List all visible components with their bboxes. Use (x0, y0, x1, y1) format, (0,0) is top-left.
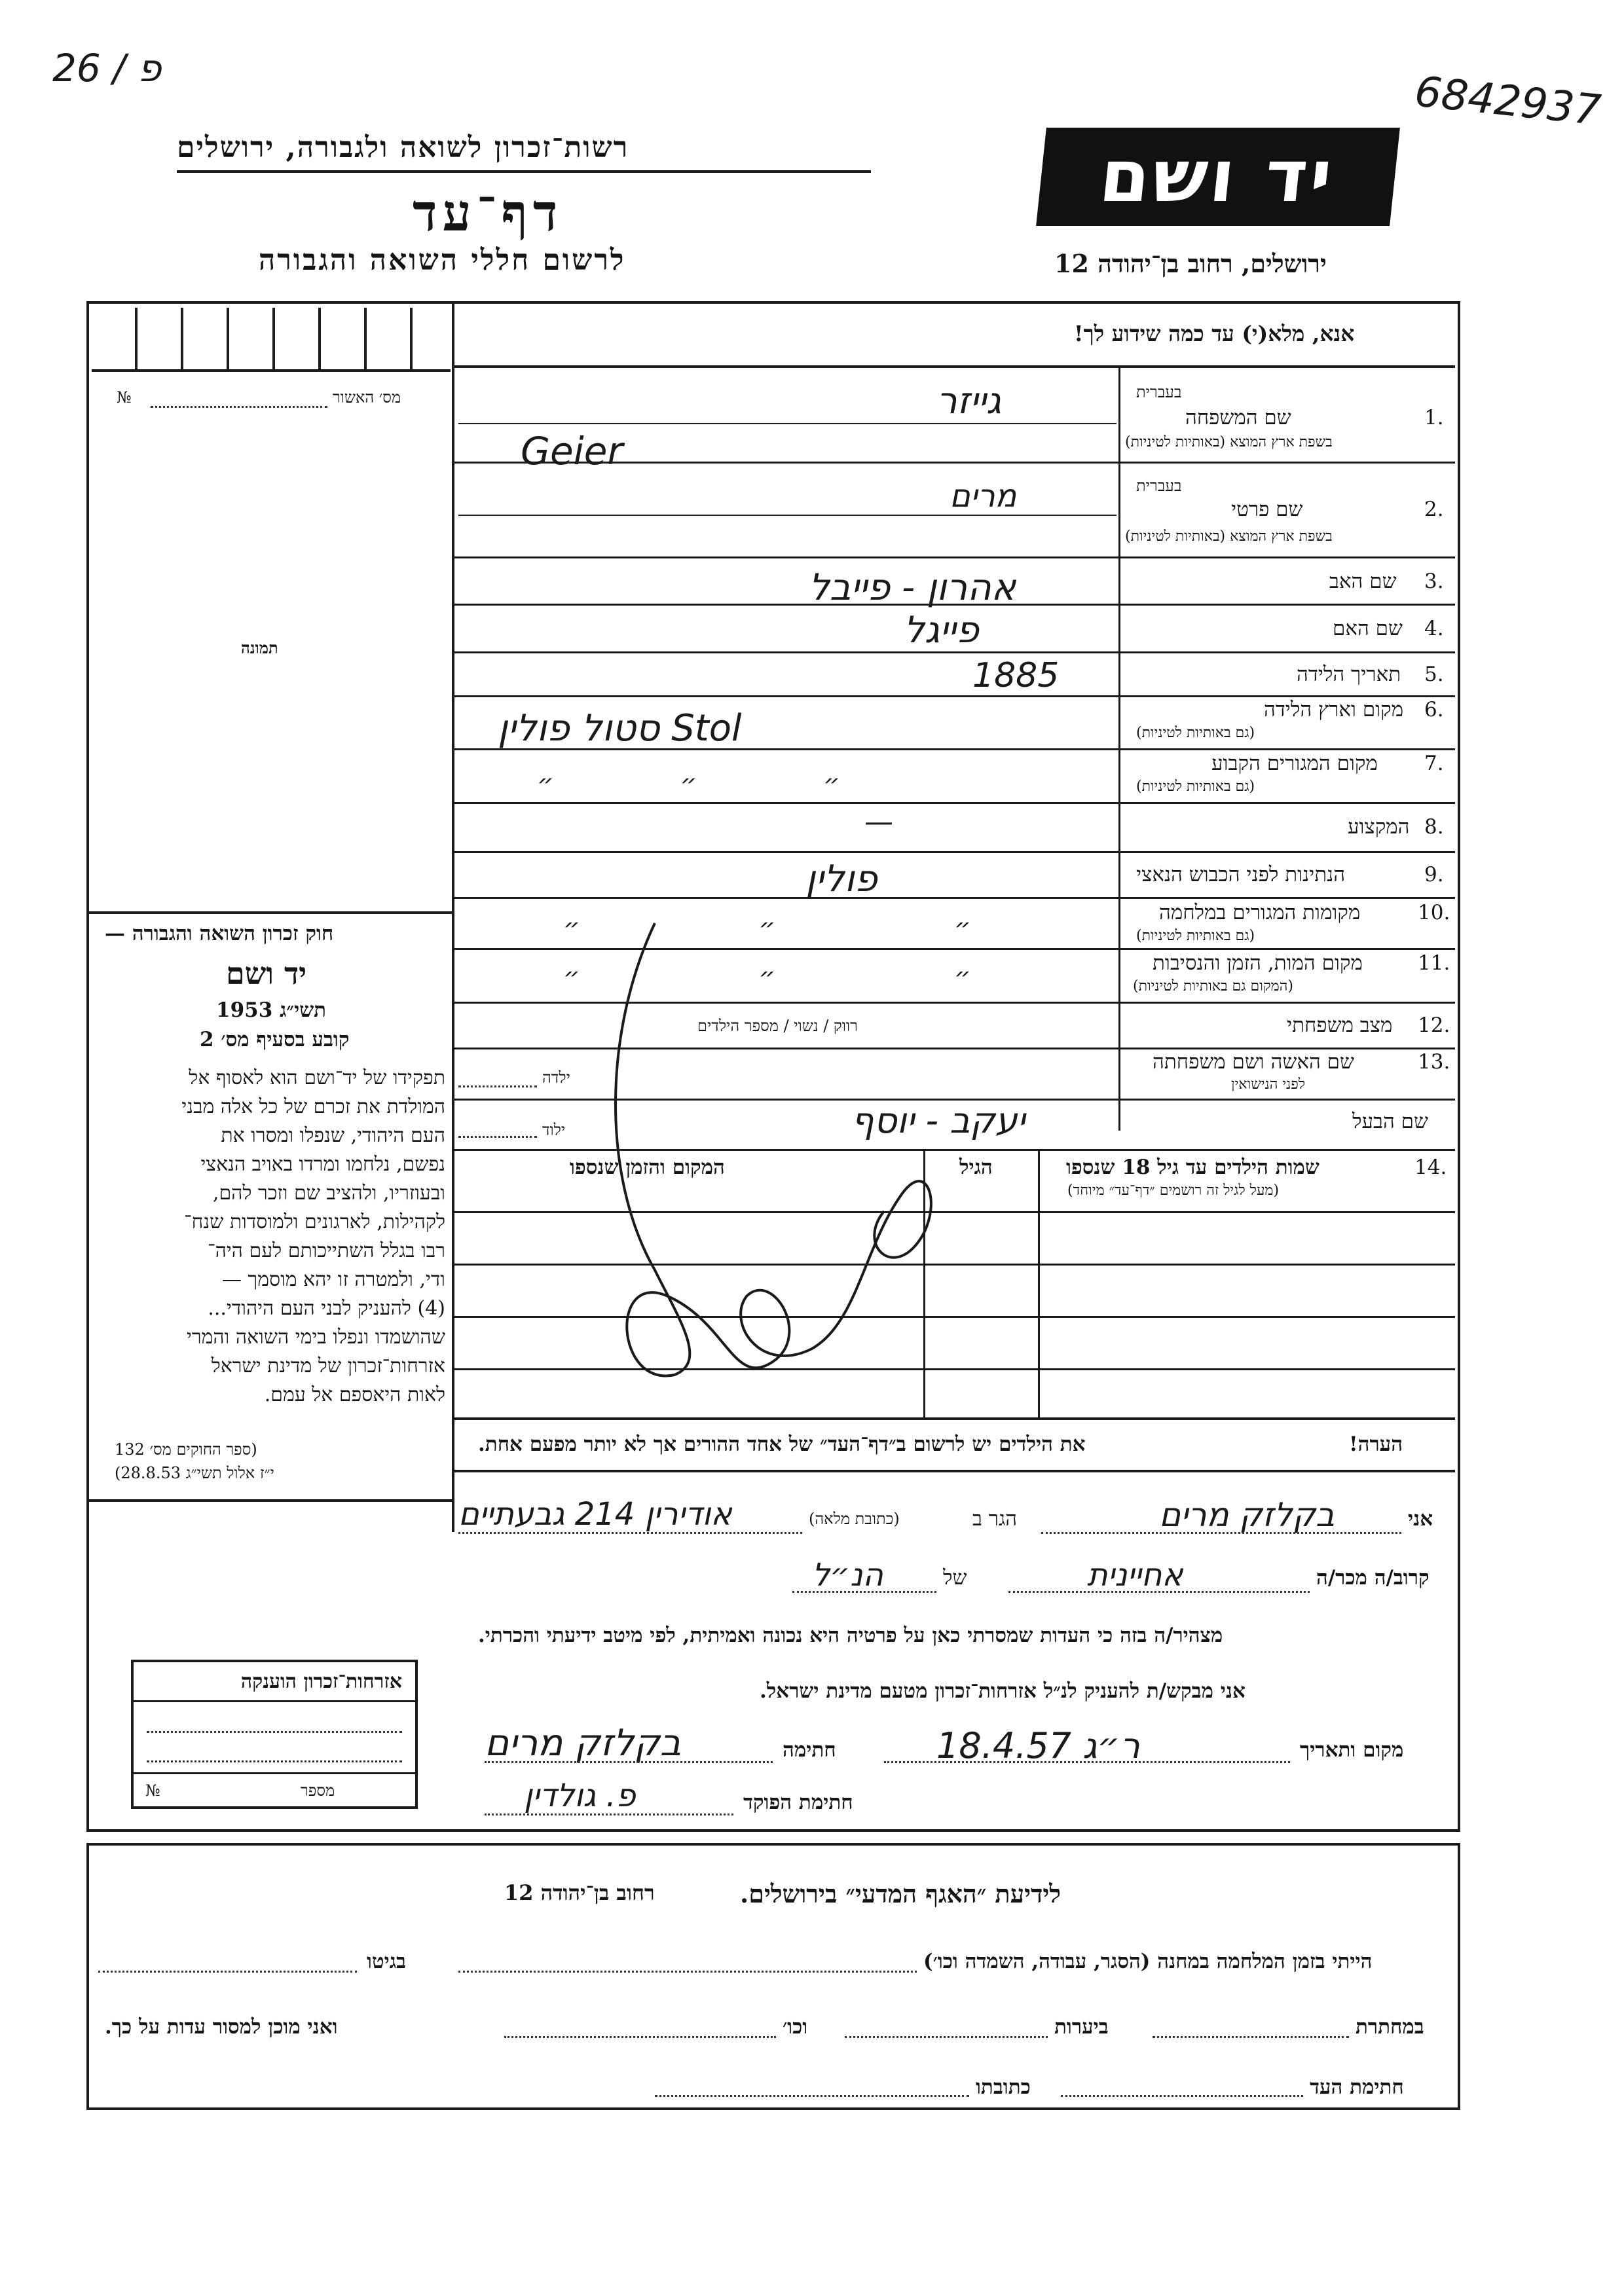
footer-ghetto-label: בגיטו (367, 1950, 406, 1973)
law-text-line: ודי, ולמטרה זו יהא מוסמך — (221, 1268, 445, 1291)
authority-underline (177, 170, 871, 173)
law-text-block (98, 1064, 445, 1410)
citizenship-number-sign: № (145, 1781, 160, 1800)
law-text-line: תפקידו של יד־ושם הוא לאסוף אל (189, 1066, 445, 1089)
husband-value-line (458, 1136, 537, 1138)
law-text-line: העם היהודי, שנפלו ומסרו את (221, 1124, 445, 1147)
approval-number-sign: № (117, 388, 132, 407)
archive-number-handwritten: 6842937 (1412, 67, 1604, 136)
law-year: תשי״ג 1953 (216, 998, 327, 1022)
law-bottom-rule (89, 1499, 452, 1502)
note-text: את הילדים יש לרשום ב״דף־העד״ של אחד ההורים אך לא יותר מפעם אחת. (478, 1432, 1086, 1456)
authority-title: רשות־זכרון לשואה ולגבורה, ירושלים (177, 131, 629, 164)
form-title: דף־עד (413, 183, 563, 243)
cancellation-scribble (576, 903, 1035, 1401)
field-11-value: ״ ״ ״ (563, 962, 971, 993)
field-6-sub: (גם באותיות לטיניות) (1136, 725, 1255, 741)
field-13-value-label: ילדה (542, 1068, 570, 1087)
field-7-label: מקום המגורים הקבוע (1211, 752, 1378, 775)
field-12-value: רווק / נשוי / מספר הילדים (697, 1017, 858, 1035)
field-1-sub-latin: בשפת ארץ המוצא (באותיות לטיניות) (1125, 434, 1333, 450)
citizenship-box (131, 1660, 418, 1809)
footer-camp-label: הייתי בזמן המלחמה במחנה (הסגר, עבודה, השמדה וכו׳) (923, 1950, 1373, 1973)
field-8-number: 8. (1424, 815, 1444, 839)
children-col-place: המקום והזמן שנספו (570, 1156, 725, 1179)
left-column-divider (452, 301, 454, 1532)
children-table-label: שמות הילדים עד גיל 18 שנספו (1066, 1156, 1320, 1179)
field-12-number: 12. (1418, 1013, 1450, 1037)
field-1-label: שם המשפחה (1185, 406, 1291, 429)
of-label: של (943, 1566, 967, 1590)
photo-label: תמונה (241, 638, 278, 657)
instruction-rule (454, 365, 1455, 368)
field-8-value: — (864, 805, 893, 839)
footer-title: לידיעת ״האגף המדעי״ בירושלים. (740, 1879, 1061, 1908)
law-reference-2: י״ז אלול תשי״ג 28.8.53) (115, 1464, 274, 1482)
field-4-label: שם האם (1333, 617, 1403, 640)
footer-address: רחוב בן־יהודה 12 (504, 1880, 655, 1905)
husband-label: שם הבעל (1352, 1110, 1428, 1133)
field-10-number: 10. (1418, 901, 1450, 924)
field-6-label: מקום וארץ הלידה (1264, 698, 1404, 721)
declarant-address: אודירין 214 גבעתיים (458, 1496, 732, 1533)
photo-area-bottom-rule (89, 911, 452, 914)
place-date-label: מקום ותאריך (1300, 1738, 1404, 1762)
field-7-sub: (גם באותיות לטיניות) (1136, 778, 1255, 795)
place-date-value: ר״ג 18.4.57 (936, 1725, 1140, 1766)
field-9-label: הנתינות לפני הכבוש הנאצי (1136, 863, 1346, 886)
signature-label: חתימה (783, 1738, 836, 1762)
field-4-number: 4. (1424, 617, 1444, 640)
field-13-value-line (458, 1085, 537, 1087)
approval-number-label: מס׳ האשור (333, 388, 401, 407)
declaration-address-label: (כתובת מלאה) (809, 1510, 900, 1528)
field-3-number: 3. (1424, 570, 1444, 593)
field-13-label: שם האשה ושם משפחתה (1153, 1050, 1354, 1074)
note-label: הערה! (1349, 1432, 1403, 1456)
field-9-number: 9. (1424, 863, 1444, 886)
approval-number-line (151, 406, 327, 408)
top-left-handwritten-mark: 26 / פ (52, 46, 162, 90)
footer-witness-signature-label: חתימת העד (1310, 2075, 1404, 2099)
citizenship-box-title: אזרחות־זכרון הוענקה (240, 1670, 402, 1693)
header-address: ירושלים, רחוב בן־יהודה 12 (1054, 249, 1327, 278)
field-11-number: 11. (1418, 951, 1450, 975)
husband-value: יעקב - יוסף (851, 1100, 1025, 1141)
field-6-number: 6. (1424, 698, 1444, 721)
field-11-sub: (המקום גם באותיות לטיניות) (1133, 978, 1293, 994)
footer-address-label: כתובתו (976, 2075, 1031, 2099)
declaration-request: אני מבקש/ת להעניק לנ״ל אזרחות־זכרון מטעם מדינת ישראל. (760, 1679, 1246, 1703)
law-text-line: שהושמדו ונפלו בימי השואה והמרי (186, 1326, 445, 1349)
field-10-value: ״ ״ ״ (563, 913, 971, 943)
law-text-line: לאות היאספם אל עמם. (264, 1383, 445, 1406)
field-10-label: מקומות המגורים במלחמה (1159, 901, 1361, 924)
officer-signature-label: חתימת הפוקד (743, 1791, 853, 1814)
children-table-sub: (מעל לגיל זה רושמים ״דף־עד״ מיוחד) (1067, 1182, 1280, 1199)
instruction-text: אנא, מלא(י) עד כמה שידוע לך! (1074, 321, 1355, 346)
law-text-line: אזרחות־זכרון של מדינת ישראל (211, 1355, 445, 1377)
field-11-label: מקום המות, הזמן והנסיבות (1153, 951, 1363, 975)
law-title: חוק זכרון השואה והגבורה — (105, 922, 334, 945)
relative-value: אחיינית (1087, 1557, 1183, 1594)
citizenship-number-label: מספר (301, 1781, 335, 1800)
law-text-line: רבו בגלל השתייכותם לעם היה־ (208, 1239, 445, 1262)
field-1-number: 1. (1424, 406, 1444, 429)
field-7-value: ״ ״ ״ (537, 769, 840, 799)
officer-signature: פ. גולדין (524, 1777, 636, 1814)
field-9-value: פולין (805, 858, 877, 900)
children-col-age: הגיל (959, 1156, 993, 1179)
field-2-sub-latin: בשפת ארץ המוצא (באותיות לטיניות) (1125, 528, 1333, 545)
form-subtitle: לרשום חללי השואה והגבורה (259, 244, 626, 277)
field-1-value-latin: Geier (521, 429, 623, 473)
of-value: הנ״ל (812, 1557, 883, 1594)
field-7-number: 7. (1424, 752, 1444, 775)
field-8-label: המקצוע (1348, 815, 1410, 839)
field-5-value: 1885 (972, 656, 1060, 695)
footer-underground-label: במחתרת (1356, 2015, 1424, 2039)
law-text-line: נפשם, נלחמו ומרדו באויב הנאצי (200, 1153, 445, 1176)
relative-label: קרוב/ה מכר/ה (1316, 1566, 1430, 1590)
law-logo: יד ושם (226, 956, 307, 991)
field-5-number: 5. (1424, 663, 1444, 686)
field-6-value: סטול פולין Stol (498, 707, 742, 750)
law-text-line: המולדת את זכרם של כל אלה מבני (181, 1095, 445, 1118)
field-13-sub: לפני הנישואין (1231, 1076, 1306, 1093)
law-reference-1: (ספר החוקים מס׳ 132 (115, 1440, 257, 1459)
field-2-label: שם פרטי (1231, 498, 1303, 521)
declaration-statement: מצהיר/ה בזה כי העדות שמסרתי כאן על פרטיה היא נכונה ואמיתית, לפי מיטב ידיעתי והכרתי. (478, 1624, 1223, 1647)
law-section: קובע בסעיף מס׳ 2 (200, 1028, 350, 1051)
declarant-name: בקלזק מרים (1159, 1496, 1335, 1534)
declaration-resides-label: הגר ב (972, 1507, 1018, 1531)
office-checkbox-strip (92, 308, 451, 372)
field-12-label: מצב משפחתי (1287, 1013, 1393, 1037)
footer-testimony-label: ואני מוכן למסור עדות על כך. (105, 2015, 338, 2039)
logo-text: יד ושם (1096, 134, 1338, 218)
law-text-line: (4) להעניק לבני העם היהודי... (208, 1297, 445, 1320)
field-2-value-hebrew: מרים (950, 478, 1017, 515)
field-5-label: תאריך הלידה (1297, 663, 1401, 686)
yad-vashem-logo (1036, 128, 1400, 226)
field-13-number: 13. (1418, 1050, 1450, 1074)
footer-etc-label: וכו׳ (783, 2015, 808, 2039)
field-4-value: פייגל (904, 609, 979, 651)
footer-forests-label: ביערות (1054, 2015, 1109, 2039)
field-10-sub: (גם באותיות לטיניות) (1136, 928, 1255, 944)
law-text-line: לקהילות, לארגונים ולמוסדות שנח־ (184, 1211, 445, 1233)
field-3-label: שם האב (1329, 570, 1397, 593)
field-2-sub-hebrew: בעברית (1136, 477, 1182, 495)
law-text-line: ובעוזריו, ולהציב שם וזכר להם, (212, 1182, 445, 1205)
field-1-sub-hebrew: בעברית (1136, 383, 1182, 401)
declarant-signature: בקלזק מרים (485, 1722, 682, 1764)
field-1-value-hebrew: גייזר (936, 380, 1002, 422)
children-table-number: 14. (1414, 1156, 1447, 1179)
field-3-value: אהרון - פייבל (809, 566, 1016, 609)
field-2-number: 2. (1424, 498, 1444, 521)
declaration-i-label: אני (1408, 1507, 1433, 1531)
husband-value-label: ילוד (542, 1121, 566, 1139)
